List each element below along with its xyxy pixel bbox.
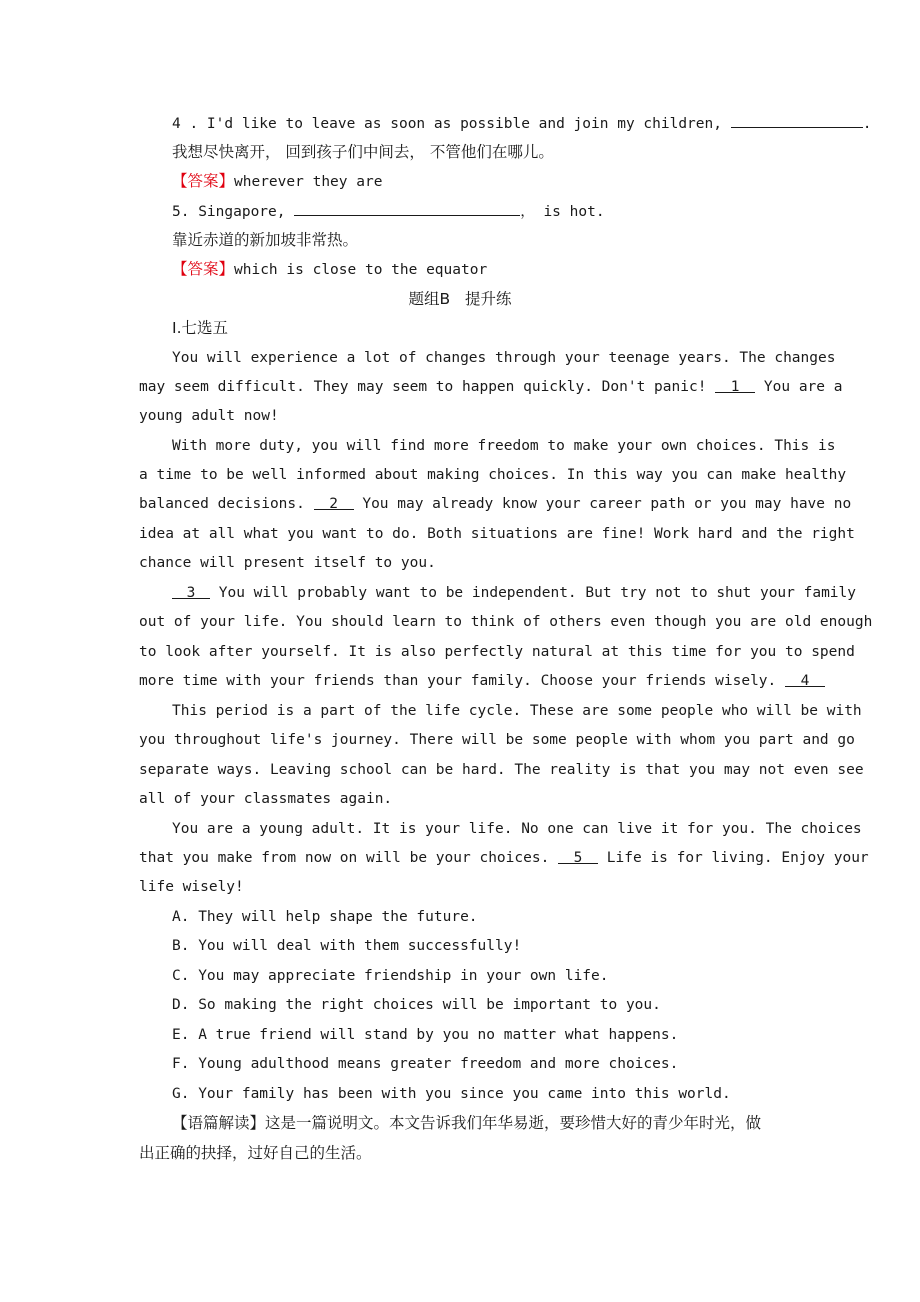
passage-line xyxy=(139,490,852,520)
passage-text: balanced decisions. xyxy=(139,496,314,512)
passage-line: With more duty, you will find more freedom to make your own choices. This is xyxy=(172,438,836,454)
option-d: D. So making the right choices will be important to you. xyxy=(172,997,661,1013)
passage-line: This period is a part of the life cycle. These are some people who will be with xyxy=(172,703,862,719)
question-5-text: 5. Singapore, xyxy=(172,204,295,220)
passage-text: Life is for living. Enjoy your xyxy=(598,850,869,866)
question-4-text: 4 . I'd like to leave as soon as possible and join my children, xyxy=(172,116,731,132)
passage-line: idea at all what you want to do. Both situations are fine! Work hard and the right xyxy=(139,526,855,542)
passage-line: to look after yourself. It is also perfectly natural at this time for you to spend xyxy=(139,644,855,660)
option-b: B. You will deal with them successfully! xyxy=(172,938,522,954)
part-title: Ⅰ.七选五 xyxy=(172,319,228,337)
passage-line: life wisely! xyxy=(139,879,244,895)
section-title: 题组B 提升练 xyxy=(408,290,512,308)
blank-2: 2 xyxy=(314,490,354,510)
option-c: C. You may appreciate friendship in your own life. xyxy=(172,968,609,984)
passage-line: you throughout life's journey. There will be some people with whom you part and go xyxy=(139,732,855,748)
passage-line xyxy=(139,844,869,874)
passage-text: more time with your friends than your family. Choose your friends wisely. xyxy=(139,673,786,689)
blank-4: 4 xyxy=(785,667,825,687)
passage-text: that you make from now on will be your choices. xyxy=(139,850,559,866)
analysis-text: 这是一篇说明文。本文告诉我们年华易逝，要珍惜大好的青少年时光，做 xyxy=(265,1114,762,1132)
answer-text: which is close to the equator xyxy=(234,262,488,278)
question-4 xyxy=(172,108,872,140)
option-e: E. A true friend will stand by you no matter what happens. xyxy=(172,1027,679,1043)
answer-blank xyxy=(731,108,863,128)
passage-line: all of your classmates again. xyxy=(139,791,393,807)
answer-tag: 【答案】 xyxy=(172,172,235,190)
question-5-suffix: ， is hot. xyxy=(520,204,605,220)
question-4-answer xyxy=(172,167,822,198)
question-4-translation: 我想尽快离开， 回到孩子们中间去， 不管他们在哪儿。 xyxy=(172,143,554,161)
passage-line: You are a young adult. It is your life. No one can live it for you. The choices xyxy=(172,821,862,837)
question-4-suffix: . xyxy=(862,116,872,132)
analysis-tag: 【语篇解读】 xyxy=(172,1114,266,1132)
passage-line: You will experience a lot of changes through your teenage years. The changes xyxy=(172,350,836,366)
blank-5: 5 xyxy=(558,844,598,864)
question-5-answer xyxy=(172,255,822,286)
passage-text: You may already know your career path or you may have no xyxy=(353,496,852,512)
option-a: A. They will help shape the future. xyxy=(172,909,478,925)
passage-line: a time to be well informed about making choices. In this way you can make healthy xyxy=(139,467,847,483)
passage-line: young adult now! xyxy=(139,408,279,424)
blank-1: 1 xyxy=(715,373,755,393)
passage-line xyxy=(139,373,843,403)
question-5-translation: 靠近赤道的新加坡非常热。 xyxy=(172,231,359,249)
passage-line xyxy=(172,579,857,609)
option-g: G. Your family has been with you since you came into this world. xyxy=(172,1086,731,1102)
passage-line: out of your life. You should learn to think of others even though you are old enough xyxy=(139,614,873,630)
passage-text: may seem difficult. They may seem to happen quickly. Don't panic! xyxy=(139,379,716,395)
passage-text: You will probably want to be independent. But try not to shut your family xyxy=(210,585,857,601)
question-5 xyxy=(172,196,822,228)
passage-text: You are a xyxy=(755,379,843,395)
blank-3: 3 xyxy=(172,579,210,599)
answer-text: wherever they are xyxy=(234,174,383,190)
passage-line xyxy=(139,667,810,697)
analysis-line-1 xyxy=(172,1109,787,1139)
answer-tag: 【答案】 xyxy=(172,260,235,278)
option-f: F. Young adulthood means greater freedom and more choices. xyxy=(172,1056,679,1072)
passage-line: separate ways. Leaving school can be hard. The reality is that you may not even see xyxy=(139,762,864,778)
answer-blank xyxy=(294,196,520,216)
analysis-line-2: 出正确的抉择，过好自己的生活。 xyxy=(139,1144,372,1162)
passage-line: chance will present itself to you. xyxy=(139,555,436,571)
